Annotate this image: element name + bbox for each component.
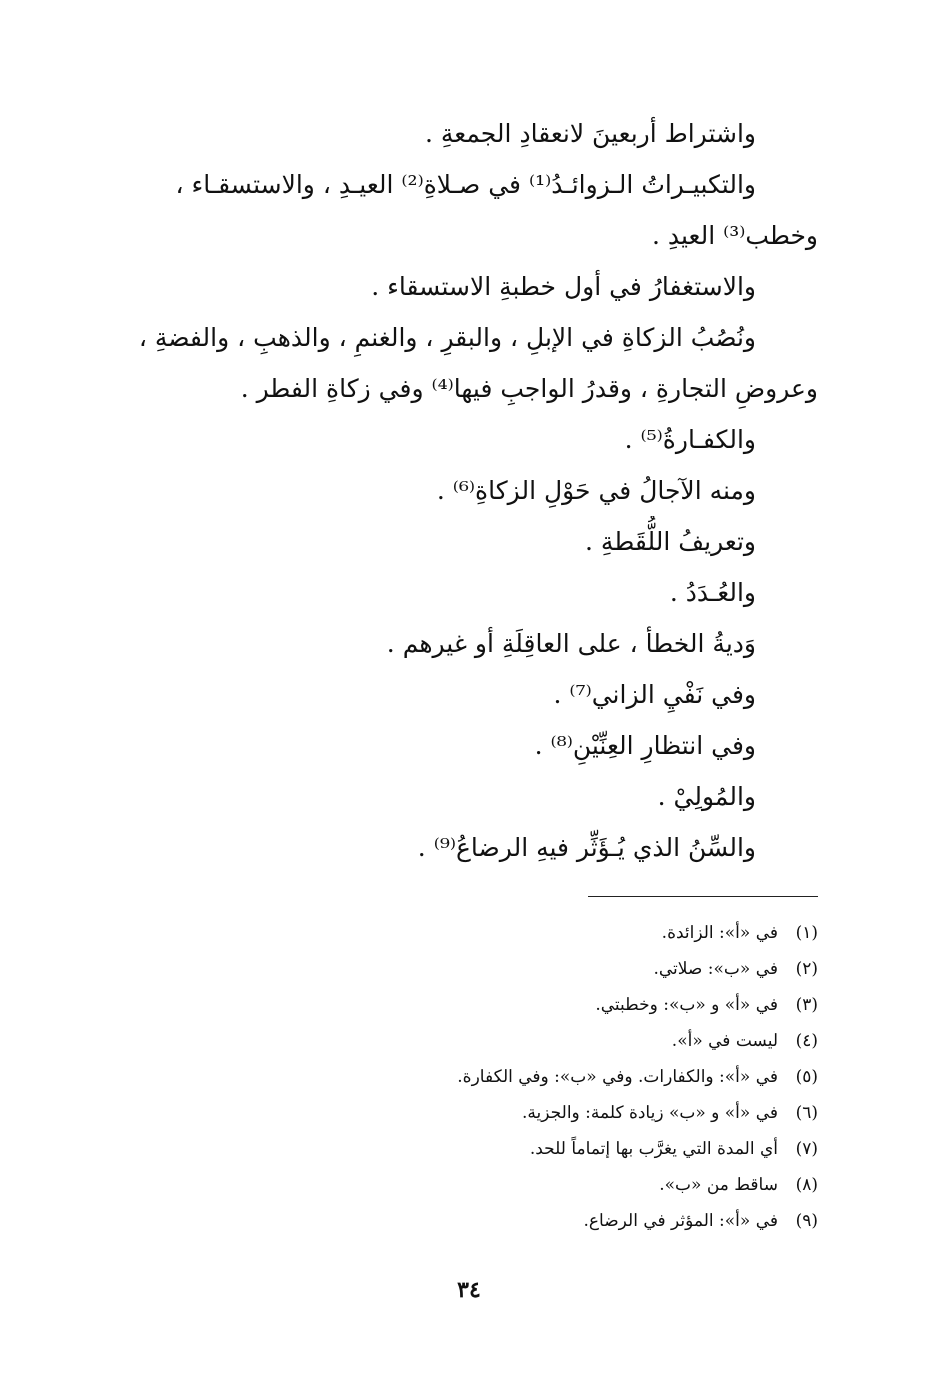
footnote-number: (٧) (795, 1139, 818, 1159)
footnote (298, 1167, 818, 1203)
text-line: وفي نَفْيِ الزاني⁽⁷⁾ . (553, 680, 756, 709)
footnote-number: (٣) (795, 995, 818, 1015)
page-number: ٣٤ (457, 1277, 481, 1303)
footnote-number: (٨) (795, 1175, 818, 1195)
text-line: وتعريفُ اللُّقَطةِ . (585, 527, 756, 556)
footnote-number: (٥) (795, 1067, 818, 1087)
footnote-text: ليست في «أ». (671, 1031, 778, 1051)
text-line: وعروضِ التجارةِ ، وقدرُ الواجبِ فيها⁽⁴⁾ وفي زكاةِ الفطر . (240, 374, 818, 403)
text-line: واشتراط أربعينَ لانعقادِ الجمعةِ . (424, 119, 756, 148)
footnote (298, 1131, 818, 1167)
footnote-number: (٢) (795, 959, 818, 979)
footnote-separator (588, 896, 818, 897)
text-line: والسِّنُ الذي يُـؤَثِّر فيهِ الرضاعُ⁽⁹⁾ . (417, 833, 756, 862)
footnote-text: في «أ»: الزائدة. (661, 923, 778, 943)
footnote (298, 987, 818, 1023)
footnote (298, 1203, 818, 1239)
footnote-text: في «أ»: المؤثر في الرضاع. (583, 1211, 778, 1231)
text-line: وخطب⁽³⁾ العيدِ . (651, 221, 818, 250)
text-line: والتكبيـراتُ الـزوائـدُ⁽¹⁾ في صـلاةِ⁽²⁾ العيـدِ ، والاستسقـاء ، (175, 170, 756, 199)
footnote (298, 1023, 818, 1059)
text-line: والمُولِيْ . (657, 782, 756, 811)
footnote-number: (١) (795, 923, 818, 943)
text-line: والاستغفارُ في أول خطبةِ الاستسقاء . (371, 272, 756, 301)
main-text (118, 108, 818, 873)
text-line: والكفـارةُ⁽⁵⁾ . (624, 425, 756, 454)
footnote-text: أي المدة التي يغرَّب بها إتماماً للحد. (529, 1139, 778, 1159)
footnote-number: (٩) (795, 1211, 818, 1231)
footnote-text: في «ب»: صلاتي. (653, 959, 778, 979)
footnote-text: في «أ» و «ب» زيادة كلمة: والجزية. (522, 1103, 778, 1123)
footnote (298, 1095, 818, 1131)
footnote-number: (٦) (795, 1103, 818, 1123)
text-line: والعُـدَدُ . (669, 578, 756, 607)
text-line: وَديةُ الخطأ ، على العاقِلَةِ أو غيرهم . (386, 629, 756, 658)
footnote-text: في «أ»: والكفارات. وفي «ب»: وفي الكفارة. (457, 1067, 778, 1087)
text-line: ومنه الآجالُ في حَوْلِ الزكاةِ⁽⁶⁾ . (436, 476, 756, 505)
footnote (298, 951, 818, 987)
text-line: وفي انتظارِ العِنِّيْنِ⁽⁸⁾ . (534, 731, 756, 760)
footnote (298, 1059, 818, 1095)
footnotes (298, 915, 818, 1239)
text-line: ونُصُبُ الزكاةِ في الإبلِ ، والبقرِ ، والغنمِ ، والذهبِ ، والفضةِ ، (138, 323, 756, 352)
footnote (298, 915, 818, 951)
footnote-number: (٤) (795, 1031, 818, 1051)
footnote-text: ساقط من «ب». (659, 1175, 778, 1195)
footnote-text: في «أ» و «ب»: وخطبتي. (595, 995, 778, 1015)
